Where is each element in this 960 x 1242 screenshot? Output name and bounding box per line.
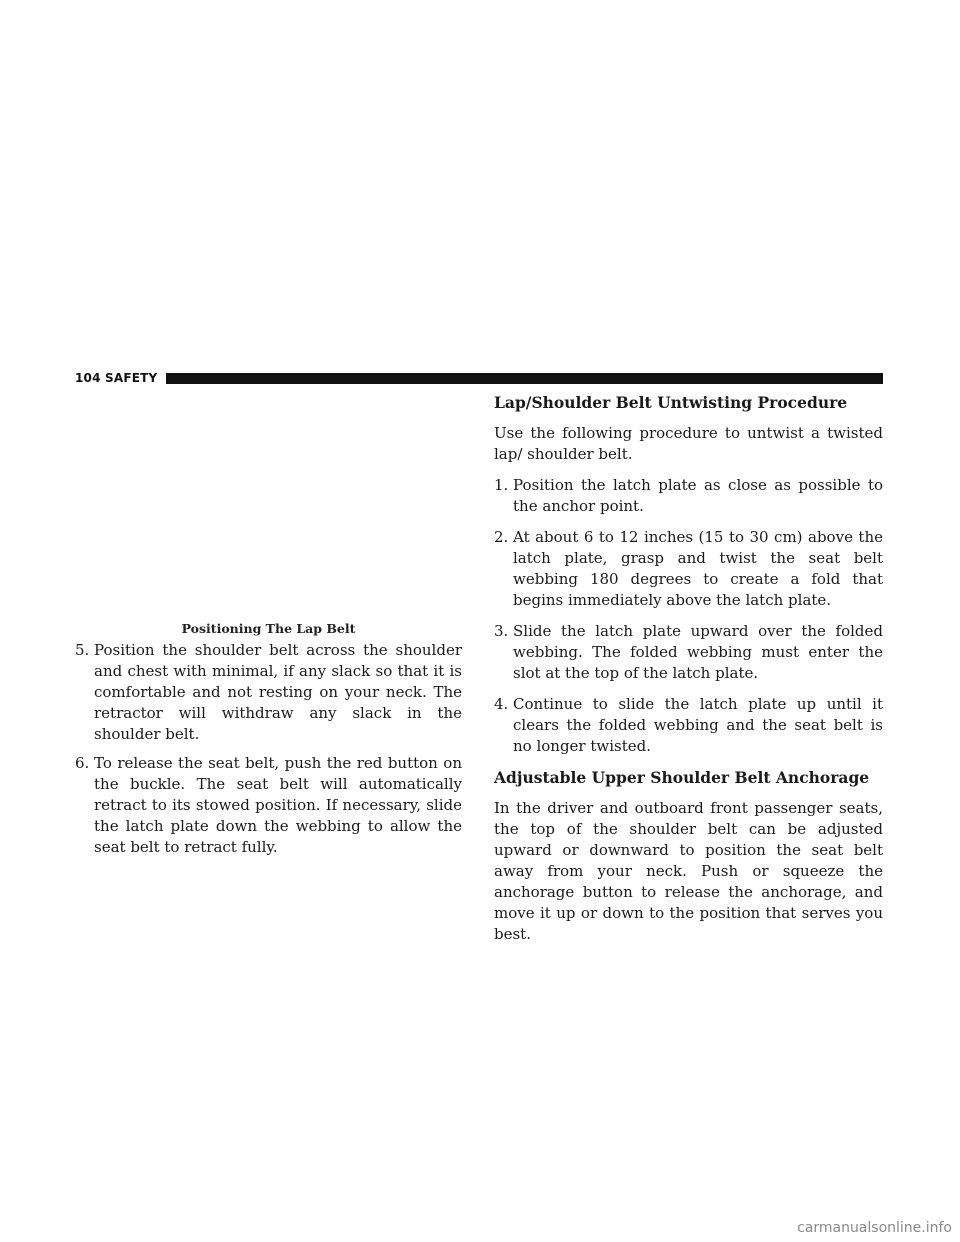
list-item-number: 3.	[494, 622, 509, 640]
list-item-number: 5.	[75, 641, 90, 659]
list-item	[75, 640, 462, 745]
list-item	[494, 475, 883, 517]
anchorage-paragraph: In the driver and outboard front passenger seats, the top of the shoulder belt can be adjusted upward or downward to position the seat belt away from your neck. Push or squeeze the anchorage button to release the anchorage, and move it up or down to the position that serves you best.	[494, 799, 883, 943]
figure-caption: Positioning The Lap Belt	[181, 621, 356, 636]
list-item-text: Position the latch plate as close as possible to the anchor point.	[513, 476, 883, 515]
list-item	[494, 694, 883, 757]
list-item-number: 4.	[494, 695, 509, 713]
section-heading-anchorage: Adjustable Upper Shoulder Belt Anchorage	[494, 768, 870, 787]
lap-belt-figure	[75, 394, 462, 614]
list-item	[494, 527, 883, 611]
list-item-text: To release the seat belt, push the red button on the buckle. The seat belt will automatically retract to its stowed position. If necessary, slide the latch plate down the webbing to allow the seat belt to retract fully.	[94, 754, 462, 856]
list-item	[494, 621, 883, 684]
list-item-text: Slide the latch plate upward over the folded webbing. The folded webbing must enter the slot at the top of the latch plate.	[513, 622, 883, 682]
list-item-number: 1.	[494, 476, 509, 494]
header-rule	[166, 373, 883, 384]
intro-paragraph: Use the following procedure to untwist a twisted lap/ shoulder belt.	[494, 424, 883, 463]
list-item-text: At about 6 to 12 inches (15 to 30 cm) above the latch plate, grasp and twist the seat belt webbing 180 degrees to create a fold that begins immediately above the latch plate.	[513, 528, 883, 609]
right-column	[494, 392, 883, 945]
page-header	[75, 370, 883, 386]
list-item-text: Continue to slide the latch plate up until it clears the folded webbing and the seat belt is no longer twisted.	[513, 695, 883, 755]
list-item-number: 6.	[75, 754, 90, 772]
list-item-text: Position the shoulder belt across the shoulder and chest with minimal, if any slack so that it is comfortable and not resting on your neck. The retractor will withdraw any slack in the shoulder belt.	[94, 641, 462, 743]
page-number-section: 104 SAFETY	[75, 371, 158, 385]
list-item	[75, 753, 462, 858]
section-heading-untwisting: Lap/Shoulder Belt Untwisting Procedure	[494, 393, 848, 412]
list-item-number: 2.	[494, 528, 509, 546]
watermark-text: carmanualsonline.info	[797, 1220, 952, 1236]
left-column	[75, 640, 462, 858]
